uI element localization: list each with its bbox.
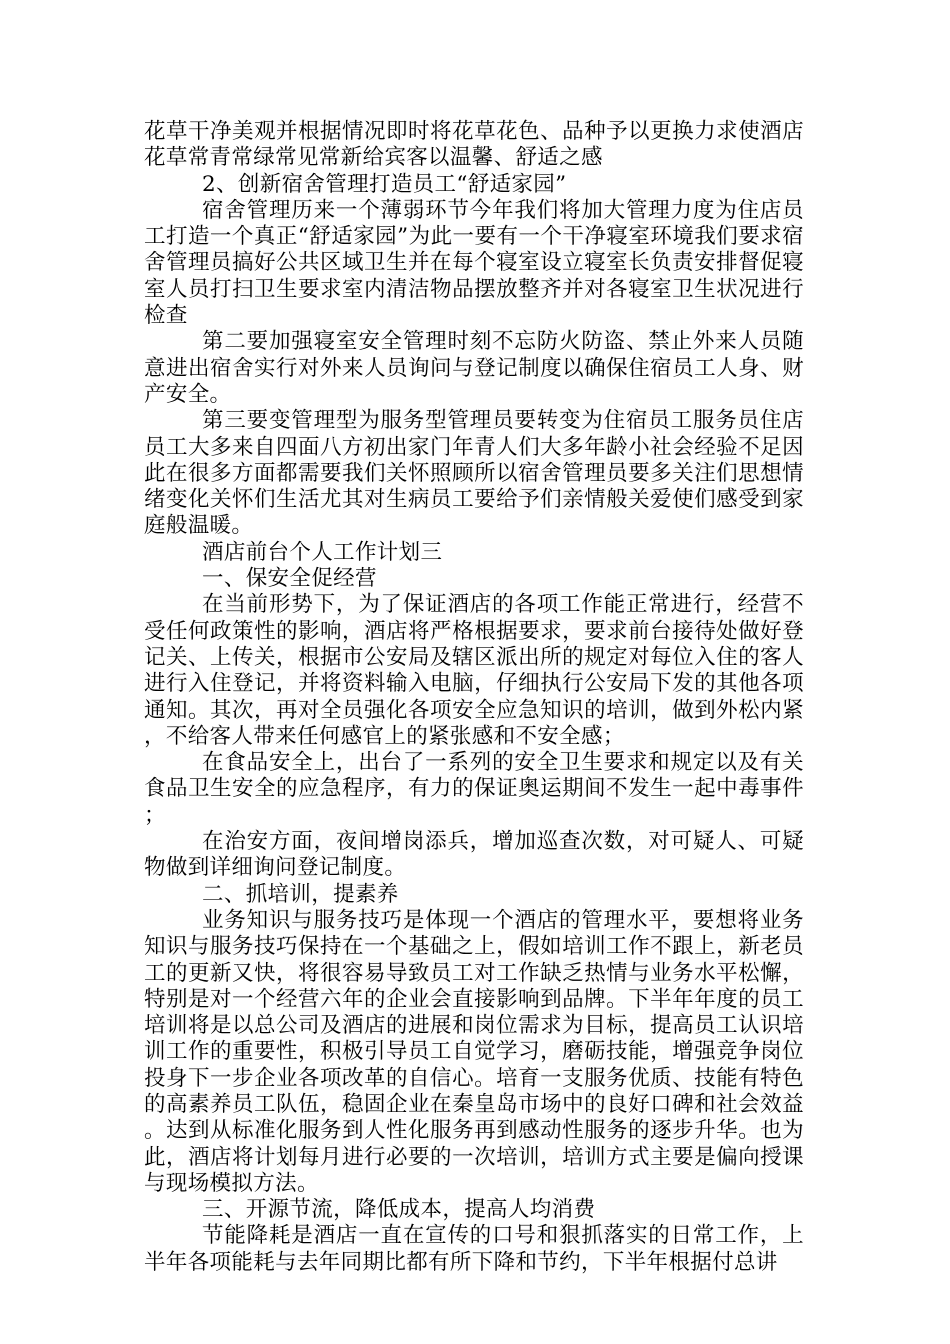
paragraph-dormitory-hygiene: 宿舍管理历来一个薄弱环节今年我们将加大管理力度为住店员工打造一个真正“舒适家园”为此一要有一个干净寝室环境我们要求宿舍管理员搞好公共区域卫生并在每个寝室设立寝室长负责安排督促寝室人员打扫卫生要求室内清洁物品摆放整齐并对各寝室卫生状况进行检查 bbox=[144, 197, 804, 329]
paragraph-public-security: 在治安方面，夜间增岗添兵，增加巡查次数，对可疑人、可疑物做到详细询问登记制度。 bbox=[144, 829, 804, 881]
paragraph-dormitory-safety: 第二要加强寝室安全管理时刻不忘防火防盗、禁止外来人员随意进出宿舍实行对外来人员询问与登记制度以确保住宿员工人身、财产安全。 bbox=[144, 329, 804, 407]
document-body bbox=[144, 119, 804, 1276]
paragraph-flowers-continued: 花草干净美观并根据情况即时将花草花色、品种予以更换力求使酒店花草常青常绿常见常新给宾客以温馨、舒适之感 bbox=[144, 119, 804, 171]
paragraph-training-plan: 业务知识与服务技巧是体现一个酒店的管理水平，要想将业务知识与服务技巧保持在一个基础之上，假如培训工作不跟上，新老员工的更新又快，将很容易导致员工对工作缺乏热情与业务水平松懈，特别是对一个经营六年的企业会直接影响到品牌。下半年年度的员工培训将是以总公司及酒店的进展和岗位需求为目标，提高员工认识培训工作的重要性，积极引导员工自觉学习，磨砺技能，增强竞争岗位投身下一步企业各项改革的自信心。培育一支服务优质、技能有特色的高素养员工队伍，稳固企业在秦皇岛市场中的良好口碑和社会效益。达到从标准化服务到人性化服务再到感动性服务的逐步升华。也为此，酒店将计划每月进行必要的一次培训，培训方式主要是偏向授课与现场模拟方法。 bbox=[144, 907, 804, 1196]
paragraph-dormitory-service: 第三要变管理型为服务型管理员要转变为住宿员工服务员住店员工大多来自四面八方初出家门年青人们大多年龄小社会经验不足因此在很多方面都需要我们关怀照顾所以宿舍管理员要多关注们思想情绪变化关怀们生活尤其对生病员工要给予们亲情般关爱使们感受到家庭般温暖。 bbox=[144, 408, 804, 539]
section-title-plan-three: 酒店前台个人工作计划三 bbox=[202, 539, 443, 565]
heading-safety-operation: 一、保安全促经营 bbox=[202, 566, 377, 592]
heading-cost-reduction: 三、开源节流，降低成本，提高人均消费 bbox=[202, 1197, 596, 1223]
heading-training: 二、抓培训，提素养 bbox=[202, 881, 399, 907]
paragraph-front-desk-registration: 在当前形势下，为了保证酒店的各项工作能正常进行，经营不受任何政策性的影响，酒店将严格根据要求，要求前台接待处做好登记关、上传关，根据市公安局及辖区派出所的规定对每位入住的客人进行入住登记，并将资料输入电脑，仔细执行公安局下发的其他各项通知。其次，再对全员强化各项安全应急知识的培训，做到外松内紧，不给客人带来任何感官上的紧张感和不安全感； bbox=[144, 592, 804, 749]
paragraph-energy-saving: 节能降耗是酒店一直在宣传的口号和狠抓落实的日常工作，上半年各项能耗与去年同期比都有所下降和节约，下半年根据付总讲 bbox=[144, 1223, 804, 1275]
heading-dormitory-management: 2、创新宿舍管理打造员工“舒适家园” bbox=[202, 171, 567, 197]
paragraph-food-safety: 在食品安全上，出台了一系列的安全卫生要求和规定以及有关食品卫生安全的应急程序，有力的保证奥运期间不发生一起中毒事件； bbox=[144, 750, 804, 828]
